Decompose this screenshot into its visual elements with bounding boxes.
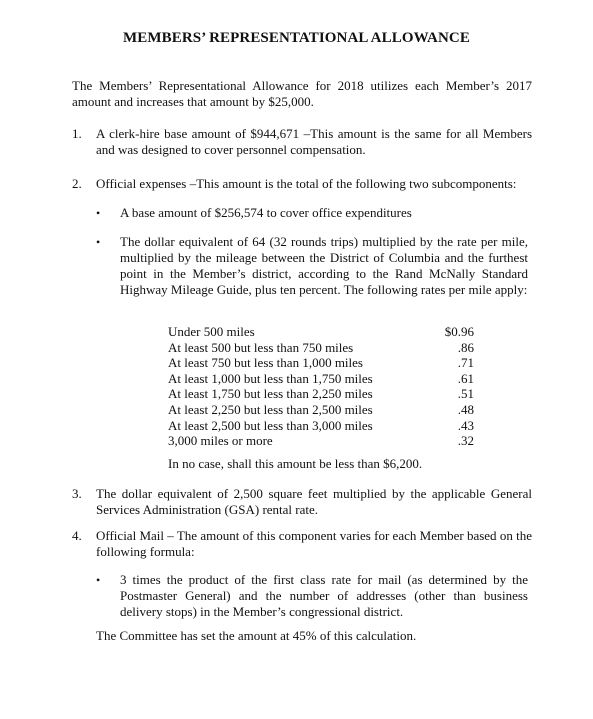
rate-row [168, 371, 474, 387]
sub-bullet-mileage [96, 234, 528, 298]
page-title: MEMBERS’ REPRESENTATIONAL ALLOWANCE [123, 30, 470, 46]
rate-distance: At least 1,000 but less than 1,750 miles [168, 370, 373, 386]
rate-row [168, 402, 474, 418]
rate-row [168, 324, 474, 340]
rate-value: .48 [457, 401, 474, 417]
rate-distance: At least 2,250 but less than 2,500 miles [168, 401, 373, 417]
list-item-1 [72, 126, 532, 158]
rate-distance: At least 750 but less than 1,000 miles [168, 355, 363, 371]
list-item-text: A clerk-hire base amount of $944,671 –This amount is the same for all Members and was designed to cover personnel compensation. [96, 126, 532, 157]
rate-distance: Under 500 miles [168, 324, 255, 339]
list-item-3 [72, 486, 532, 518]
list-item-text: The dollar equivalent of 2,500 square feet multiplied by the applicable General Services Administration (GSA) rental rate. [96, 486, 532, 517]
rate-value: .71 [457, 355, 474, 371]
list-item-4 [72, 528, 532, 560]
list-item-number: 1. [72, 126, 82, 141]
rate-value: .61 [457, 370, 474, 386]
list-item-number: 2. [72, 176, 82, 191]
bullet-icon: • [96, 235, 101, 249]
rate-value: .43 [457, 417, 474, 433]
rate-row [168, 433, 474, 449]
list-item-number: 3. [72, 486, 82, 501]
rate-value: $0.96 [444, 324, 474, 339]
bullet-text: 3 times the product of the first class rate for mail (as determined by the Postmaster General) and the number of addresses (other than business delivery stops) in the Member’s congressional district. [120, 572, 528, 619]
rate-row [168, 418, 474, 434]
bullet-icon: • [96, 206, 101, 220]
list-item-number: 4. [72, 528, 82, 543]
rate-row [168, 340, 474, 356]
rate-row [168, 386, 474, 402]
rate-distance: 3,000 miles or more [168, 433, 273, 449]
sub-bullet-base-amount [96, 205, 528, 221]
rate-value: .32 [457, 433, 474, 449]
rate-distance: At least 1,750 but less than 2,250 miles [168, 386, 373, 402]
intro-paragraph: The Members’ Representational Allowance for 2018 utilizes each Member’s 2017 amount and increases that amount by $25,000. [72, 78, 532, 109]
list-item-text: Official expenses –This amount is the total of the following two subcomponents: [96, 176, 517, 191]
list-item-text: Official Mail – The amount of this component varies for each Member based on the following formula: [96, 528, 532, 559]
bullet-text: The dollar equivalent of 64 (32 rounds trips) multiplied by the rate per mile, multiplied by the mileage between the District of Columbia and the furthest point in the Member’s district, according to the Rand McNally Standard Highway Mileage Guide, plus ten percent. The following rates per mile apply: [120, 234, 528, 297]
rate-distance: At least 2,500 but less than 3,000 miles [168, 417, 373, 433]
bullet-icon: • [96, 573, 101, 587]
rate-row [168, 355, 474, 371]
bullet-text: A base amount of $256,574 to cover office expenditures [120, 205, 412, 220]
rate-value: .86 [457, 339, 474, 355]
minimum-amount-note: In no case, shall this amount be less than $6,200. [168, 456, 423, 471]
sub-bullet-mail-formula [96, 572, 528, 620]
rate-distance: At least 500 but less than 750 miles [168, 339, 354, 355]
list-item-2 [72, 176, 532, 192]
committee-note: The Committee has set the amount at 45% of this calculation. [96, 628, 417, 643]
mileage-rates-table [168, 324, 474, 449]
rate-value: .51 [457, 386, 474, 402]
